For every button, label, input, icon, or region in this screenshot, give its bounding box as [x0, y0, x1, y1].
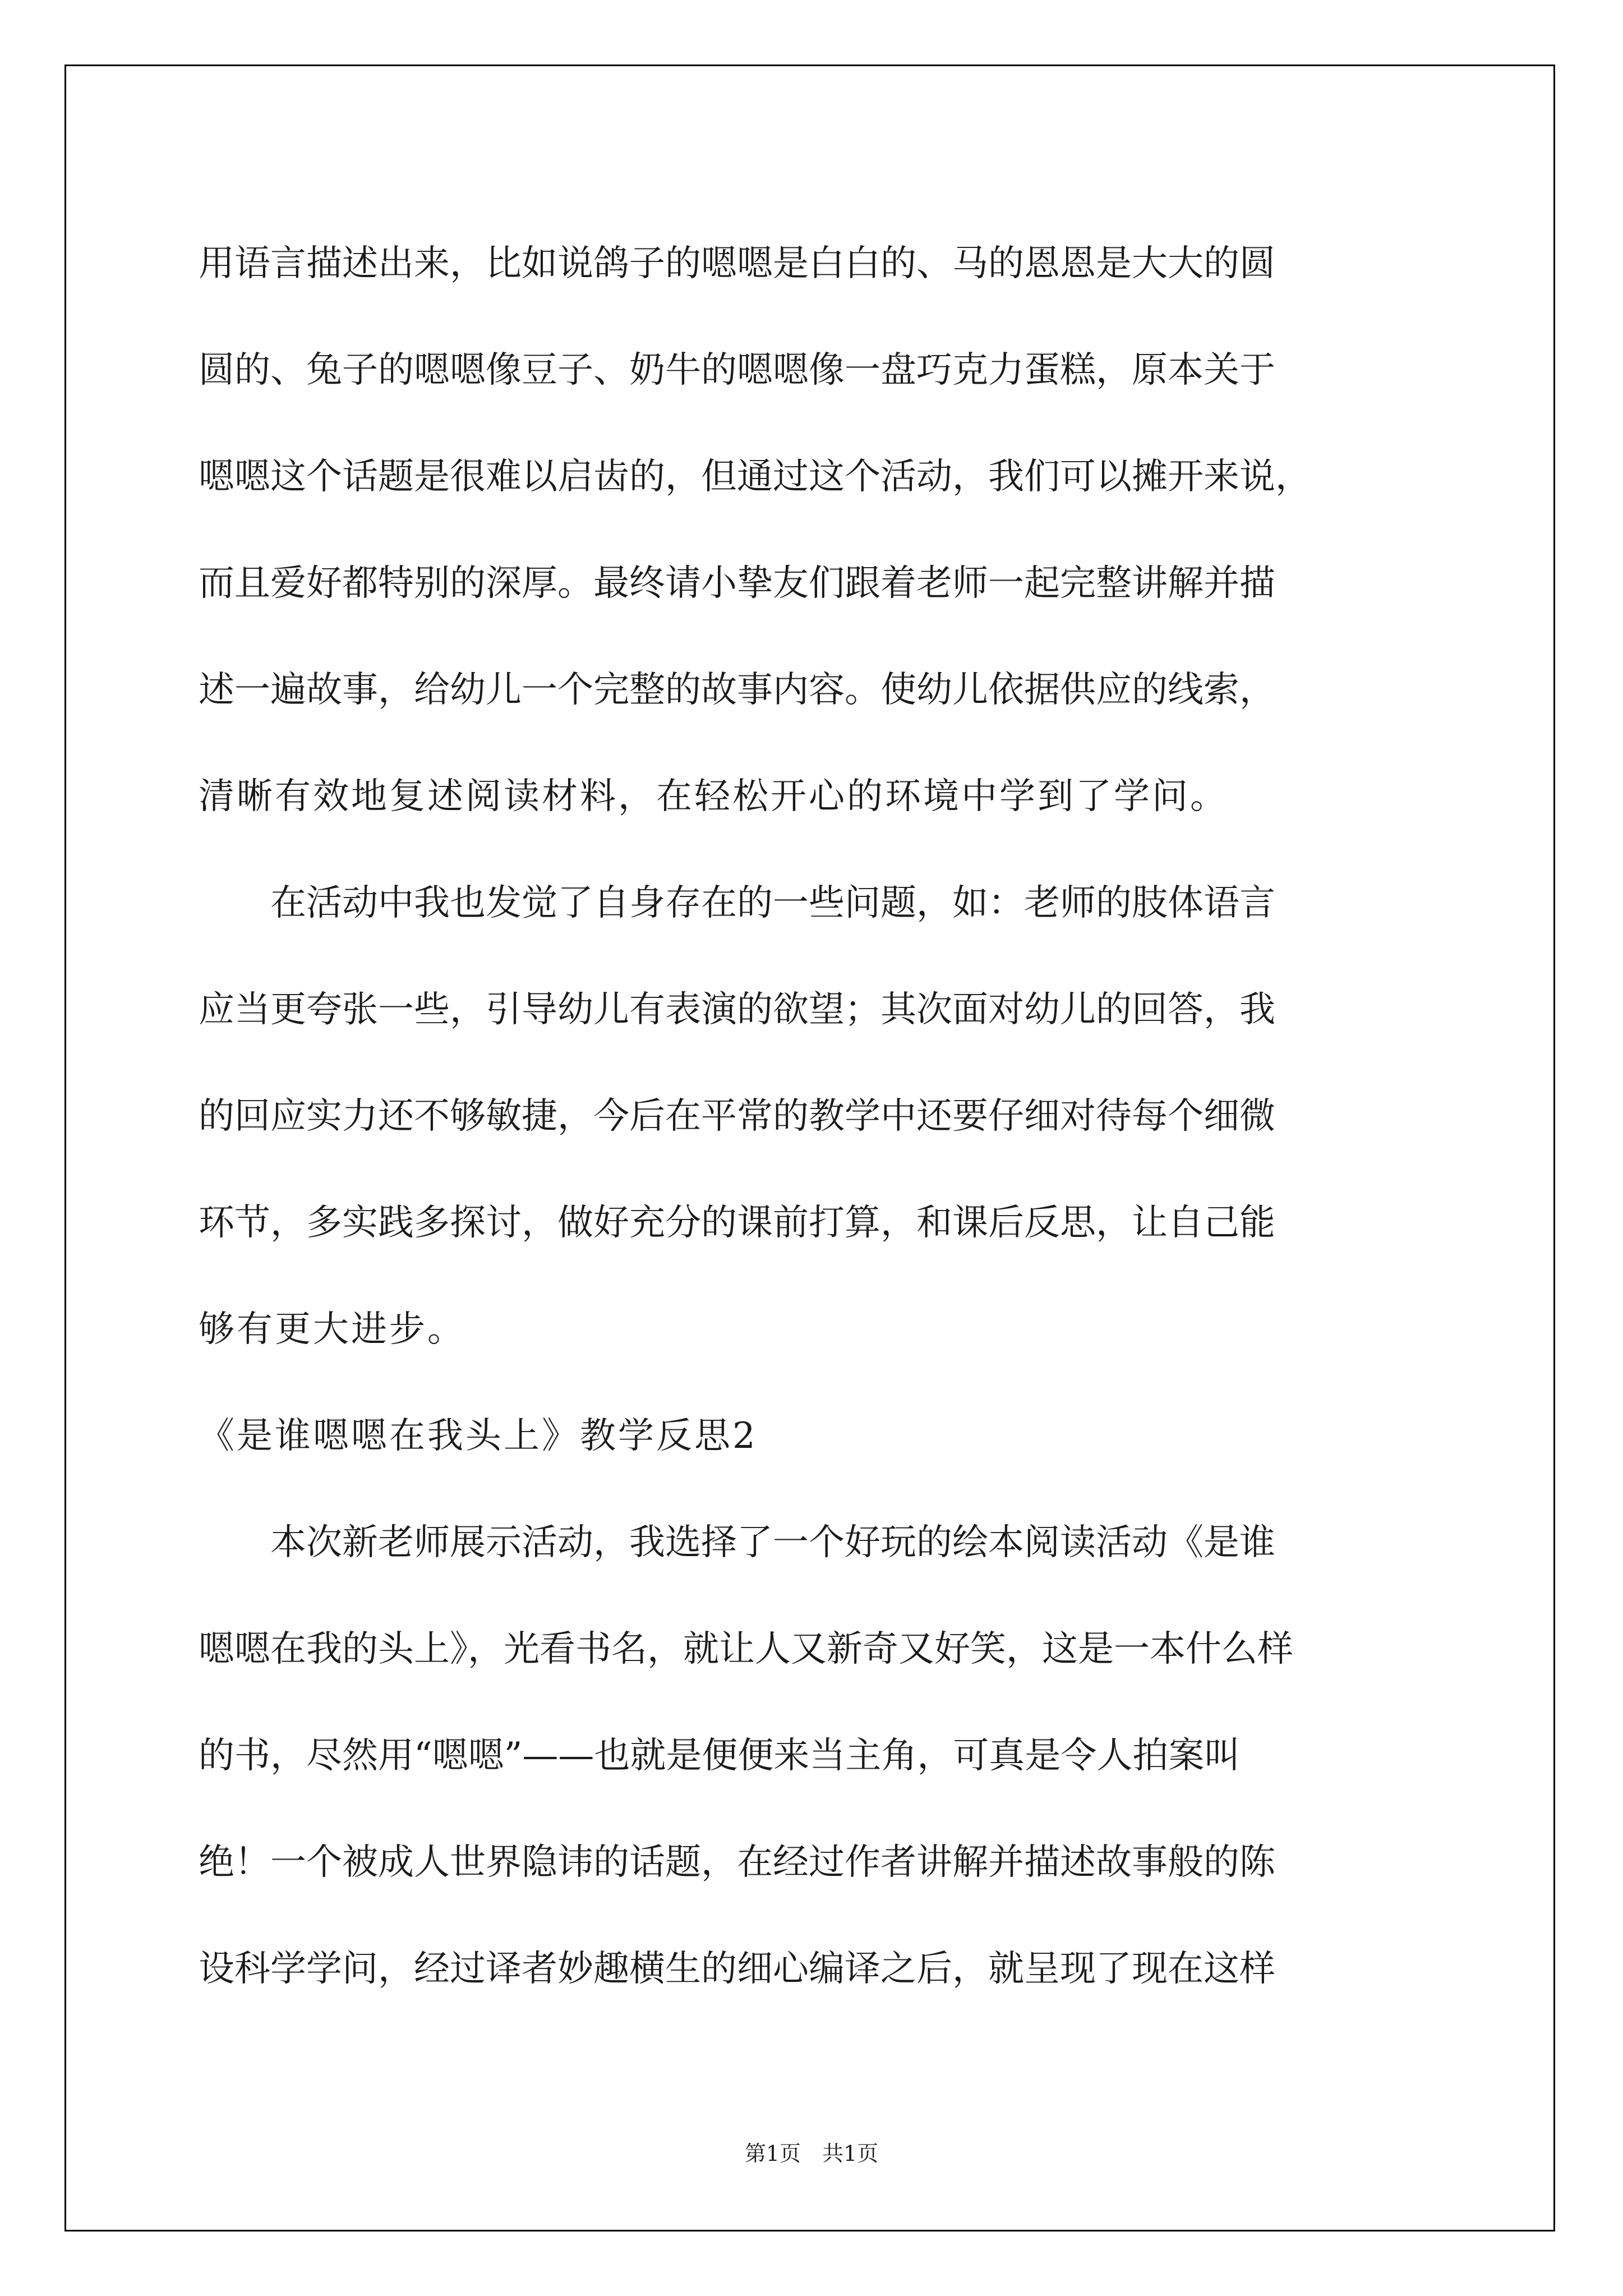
text-line: 够有更大进步。: [199, 1309, 465, 1350]
text-line: 环节，多实践多探讨，做好充分的课前打算，和课后反思，让自己能: [199, 1202, 1275, 1244]
text-line: 在活动中我也发觉了自身存在的一些问题，如：老师的肢体语言: [199, 882, 1275, 924]
text-line: 绝！一个被成人世界隐讳的话题，在经过作者讲解并描述故事般的陈: [199, 1842, 1275, 1883]
text-line: 清晰有效地复述阅读材料，在轻松开心的环境中学到了学问。: [199, 776, 1228, 817]
text-line: 而且爱好都特别的深厚。最终请小挚友们跟着老师一起完整讲解并描: [199, 563, 1275, 604]
text-line: 用语言描述出来，比如说鸽子的嗯嗯是白白的、马的恩恩是大大的圆: [199, 243, 1275, 284]
text-line: 应当更夸张一些，引导幼儿有表演的欲望；其次面对幼儿的回答，我: [199, 989, 1275, 1030]
text-line: 嗯嗯这个话题是很难以启齿的，但通过这个活动，我们可以摊开来说，: [199, 456, 1311, 498]
text-line: 本次新老师展示活动，我选择了一个好玩的绘本阅读活动《是谁: [199, 1522, 1275, 1563]
document-body: [199, 210, 1444, 2022]
text-line: 设科学学问，经过译者妙趣横生的细心编译之后，就呈现了现在这样: [199, 1948, 1275, 1990]
text-line: 圆的、兔子的嗯嗯像豆子、奶牛的嗯嗯像一盘巧克力蛋糕，原本关于: [199, 349, 1275, 391]
section-heading: 《是谁嗯嗯在我头上》教学反思2: [199, 1415, 758, 1457]
text-line: 的回应实力还不够敏捷，今后在平常的教学中还要仔细对待每个细微: [199, 1096, 1275, 1137]
page-number-footer: 第1页 共1页: [744, 2141, 879, 2166]
text-line: 述一遍故事，给幼儿一个完整的故事内容。使幼儿依据供应的线索，: [199, 669, 1275, 711]
text-line: 的书，尽然用“嗯嗯”——也就是便便来当主角，可真是令人拍案叫: [199, 1735, 1241, 1777]
text-line: 嗯嗯在我的头上》，光看书名，就让人又新奇又好笑，这是一本什么样: [199, 1628, 1293, 1670]
